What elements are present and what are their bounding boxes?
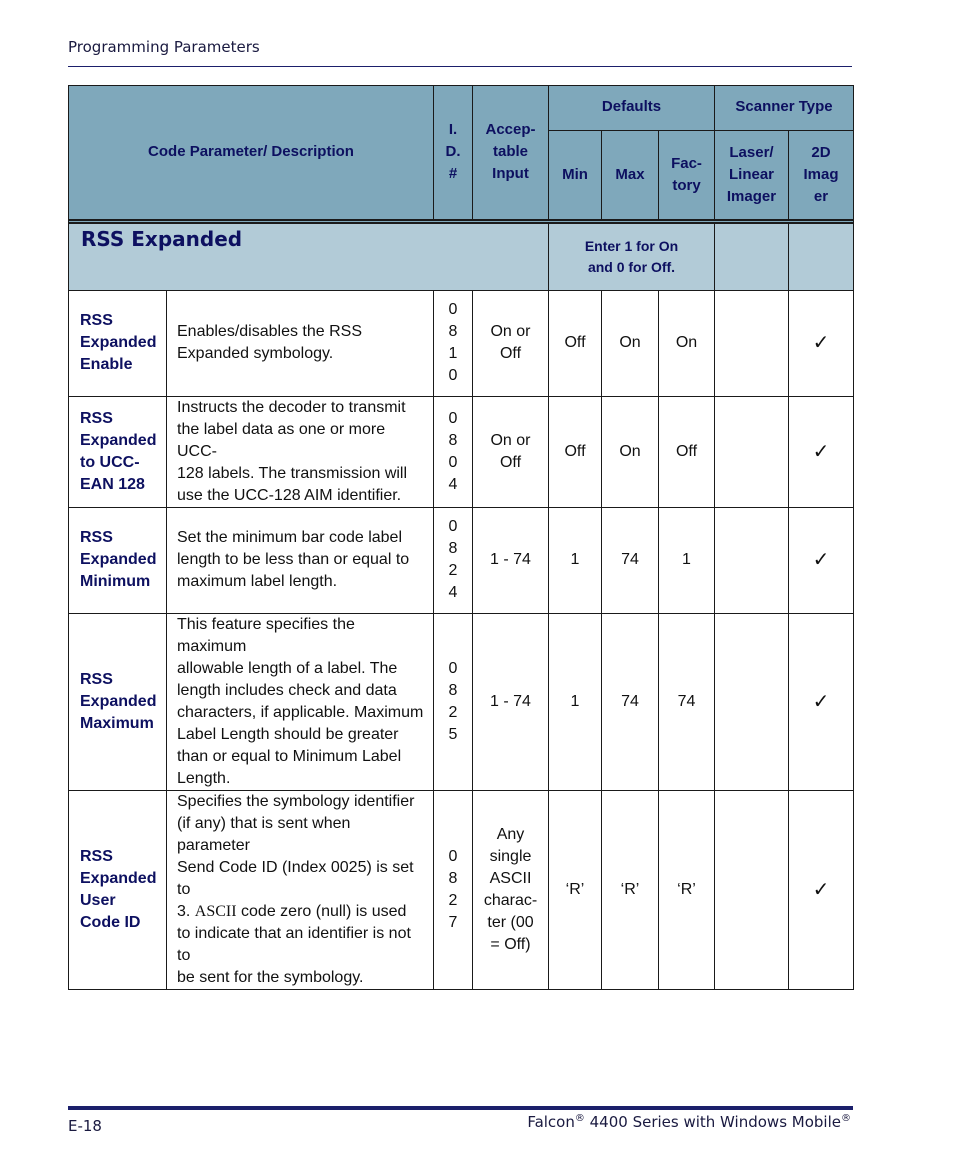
parameter-name: RSS Expanded Enable (69, 290, 167, 396)
table-row (69, 396, 854, 507)
acceptable-input: 1 - 74 (473, 613, 549, 790)
header-rule (68, 66, 852, 67)
default-min: 1 (549, 507, 602, 613)
default-max: 74 (602, 613, 659, 790)
default-max: ‘R’ (602, 790, 659, 989)
laser-imager-cell (715, 613, 789, 790)
header-2d-imager: 2D Imag er (789, 131, 854, 220)
parameter-id: 0 8 2 4 (434, 507, 473, 613)
acceptable-input: Any single ASCII charac- ter (00 = Off) (473, 790, 549, 989)
section-title: RSS Expanded (69, 223, 549, 291)
section-note: Enter 1 for On and 0 for Off. (549, 223, 715, 291)
laser-imager-cell (715, 290, 789, 396)
default-min: Off (549, 396, 602, 507)
parameter-description: Specifies the symbology identifier (if any) that is sent when parameter Send Code ID (Index 0025) is set to 3. ASCII code zero (null) is used to indicate that an identifier is not to be sent for the symbology. (167, 790, 434, 989)
default-factory: 74 (659, 613, 715, 790)
default-factory: ‘R’ (659, 790, 715, 989)
header-defaults: Defaults (549, 86, 715, 131)
parameter-name: RSS Expanded to UCC- EAN 128 (69, 396, 167, 507)
parameter-description: Enables/disables the RSS Expanded symbology. (167, 290, 434, 396)
parameter-id: 0 8 2 7 (434, 790, 473, 989)
parameter-description: Set the minimum bar code label length to be less than or equal to maximum label length. (167, 507, 434, 613)
default-factory: 1 (659, 507, 715, 613)
parameter-description: This feature specifies the maximum allowable length of a label. The length includes check and data characters, if applicable. Maximum Label Length should be greater than or equal to Minimum Label Length. (167, 613, 434, 790)
product-title: Falcon® 4400 Series with Windows Mobile® (527, 1113, 851, 1131)
page-number: E-18 (68, 1117, 102, 1135)
check-icon: ✓ (789, 290, 854, 396)
default-max: 74 (602, 507, 659, 613)
default-min: ‘R’ (549, 790, 602, 989)
default-factory: Off (659, 396, 715, 507)
header-min: Min (549, 131, 602, 220)
check-icon: ✓ (789, 613, 854, 790)
parameter-name: RSS Expanded Maximum (69, 613, 167, 790)
default-max: On (602, 396, 659, 507)
header-acceptable-input: Accep- table Input (473, 86, 549, 220)
section-laser-cell (715, 223, 789, 291)
section-2d-cell (789, 223, 854, 291)
parameter-id: 0 8 0 4 (434, 396, 473, 507)
header-id: I. D. # (434, 86, 473, 220)
acceptable-input: On or Off (473, 396, 549, 507)
header-code-parameter: Code Parameter/ Description (69, 86, 434, 220)
default-max: On (602, 290, 659, 396)
header-factory: Fac- tory (659, 131, 715, 220)
header-laser-linear-imager: Laser/ Linear Imager (715, 131, 789, 220)
parameter-table (68, 85, 854, 990)
table-row (69, 290, 854, 396)
running-header: Programming Parameters (68, 38, 260, 56)
check-icon: ✓ (789, 790, 854, 989)
acceptable-input: On or Off (473, 290, 549, 396)
parameter-id: 0 8 1 0 (434, 290, 473, 396)
laser-imager-cell (715, 396, 789, 507)
parameter-description: Instructs the decoder to transmit the label data as one or more UCC- 128 labels. The transmission will use the UCC-128 AIM identifier. (167, 396, 434, 507)
check-icon: ✓ (789, 396, 854, 507)
header-scanner-type: Scanner Type (715, 86, 854, 131)
footer-rule (68, 1106, 853, 1110)
parameter-name: RSS Expanded User Code ID (69, 790, 167, 989)
acceptable-input: 1 - 74 (473, 507, 549, 613)
default-factory: On (659, 290, 715, 396)
default-min: 1 (549, 613, 602, 790)
default-min: Off (549, 290, 602, 396)
table-row (69, 790, 854, 989)
parameter-name: RSS Expanded Minimum (69, 507, 167, 613)
table-row (69, 613, 854, 790)
check-icon: ✓ (789, 507, 854, 613)
header-max: Max (602, 131, 659, 220)
laser-imager-cell (715, 507, 789, 613)
table-row (69, 507, 854, 613)
laser-imager-cell (715, 790, 789, 989)
parameter-id: 0 8 2 5 (434, 613, 473, 790)
